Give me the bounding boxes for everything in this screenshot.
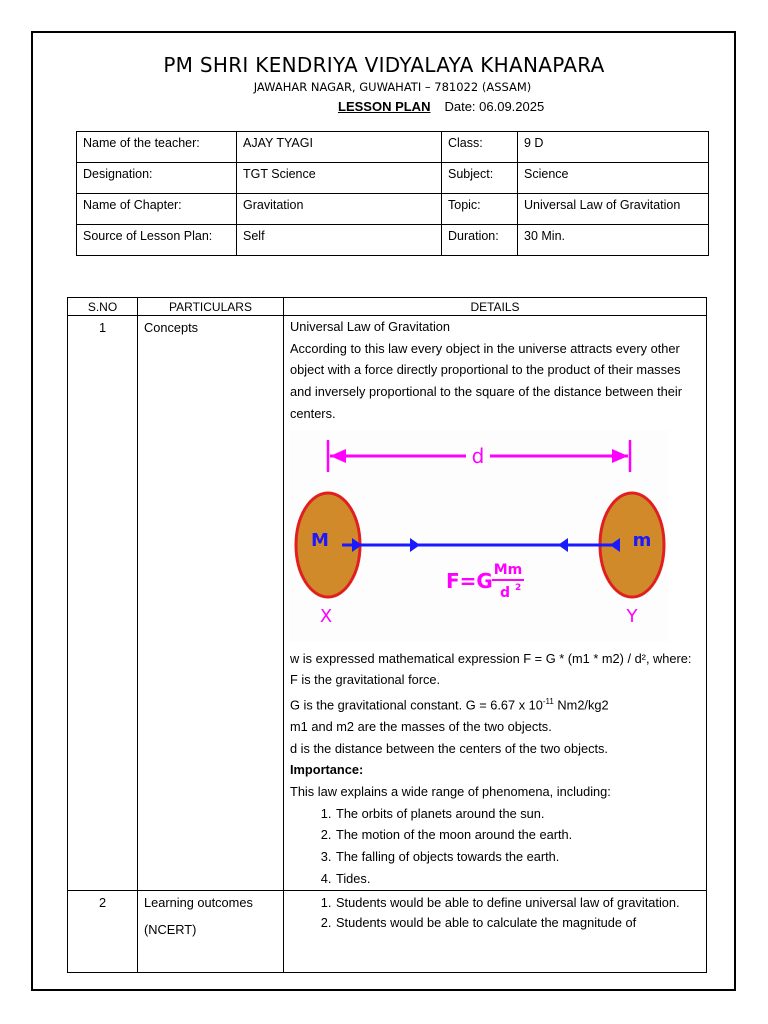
mass-label-m2: m: [632, 529, 652, 551]
d-definition: d is the distance between the centers of the two objects.: [290, 740, 608, 756]
importance-intro: This law explains a wide range of phenomena, including:: [290, 784, 611, 799]
info-value: 9 D: [518, 132, 709, 163]
concept-heading: Universal Law of Gravitation: [290, 319, 451, 334]
expression-line: w is expressed mathematical expression F = G * (m1 * m2) / d², where:: [290, 650, 692, 666]
formula-left: F=G: [446, 568, 493, 593]
row-details: [284, 316, 707, 891]
importance-heading: [290, 759, 700, 781]
body-label-y: Y: [626, 605, 638, 627]
sno-value: 1: [98, 320, 107, 335]
info-value: Science: [518, 163, 709, 194]
info-value: Gravitation: [237, 194, 442, 225]
body-label-x: X: [319, 605, 333, 627]
formula-numerator: Mm: [493, 561, 523, 578]
details-content: [284, 891, 706, 932]
list-item: 2. Students would be able to calculate the magnitude of: [335, 913, 700, 932]
gravitation-diagram: [290, 430, 668, 642]
info-key: Duration:: [442, 225, 518, 256]
header-particulars: PARTICULARS: [138, 298, 284, 316]
particular-value: Learning outcomes: [144, 894, 253, 910]
info-key: Subject:: [442, 163, 518, 194]
sno-value: 2: [98, 894, 107, 910]
row-particular: [138, 890, 284, 972]
lesson-plan-header: [338, 99, 544, 114]
header-sno: S.NO: [68, 298, 138, 316]
info-value: TGT Science: [237, 163, 442, 194]
g-units: Nm2/kg2: [553, 697, 609, 713]
info-key: Source of Lesson Plan:: [77, 225, 237, 256]
f-definition: F is the gravitational force.: [290, 672, 441, 688]
info-row: [77, 225, 709, 256]
list-item: 2. The motion of the moon around the earth.: [335, 824, 700, 846]
particular-note: (NCERT): [144, 922, 197, 938]
particular-value: Concepts: [144, 320, 199, 335]
lesson-plan-table: [67, 297, 707, 973]
list-item: 1. The orbits of planets around the sun.: [335, 803, 700, 825]
details-content: [284, 316, 706, 890]
list-item: 3. The falling of objects towards the earth.: [335, 846, 700, 868]
lesson-date: Date: 06.09.2025: [444, 99, 545, 114]
list-item: 1. Students would be able to define universal law of gravitation.: [335, 893, 700, 912]
info-value: Self: [237, 225, 442, 256]
outcomes-list: [290, 893, 700, 932]
g-text: G is the gravitational constant. G = 6.67 x 10: [290, 697, 543, 713]
info-key: Name of Chapter:: [77, 194, 237, 225]
row-sno: [68, 316, 138, 891]
table-row: [68, 316, 707, 891]
formula-denominator: d: [499, 584, 511, 601]
header-row: [68, 298, 707, 316]
info-key: Topic:: [442, 194, 518, 225]
formula-exponent: 2: [515, 582, 522, 593]
table-row: [68, 890, 707, 972]
info-key: Designation:: [77, 163, 237, 194]
importance-list: [290, 803, 700, 890]
info-key: Name of the teacher:: [77, 132, 237, 163]
header-details: DETAILS: [284, 298, 707, 316]
row-particular: [138, 316, 284, 891]
info-row: [77, 194, 709, 225]
law-definition: According to this law every object in the universe attracts every other object with a force directly proportional to the product of their masses and inversely proportional to the square of the distance between their centers.: [290, 340, 682, 421]
mass-label-m1: M: [311, 529, 329, 551]
lesson-plan-label: LESSON PLAN: [338, 99, 431, 114]
distance-label: d: [471, 443, 485, 468]
row-details: [284, 890, 707, 972]
row-sno: [68, 890, 138, 972]
m-definition: m1 and m2 are the masses of the two objects.: [290, 718, 552, 734]
info-row: [77, 132, 709, 163]
lesson-info-table: [76, 131, 709, 256]
school-name: PM SHRI KENDRIYA VIDYALAYA KHANAPARA: [163, 53, 605, 77]
info-row: [77, 163, 709, 194]
info-key: Class:: [442, 132, 518, 163]
info-value: AJAY TYAGI: [237, 132, 442, 163]
g-definition: [290, 691, 700, 716]
school-address: JAWAHAR NAGAR, GUWAHATI – 781022 (ASSAM): [253, 80, 532, 94]
info-value: Universal Law of Gravitation: [518, 194, 709, 225]
importance-label: Importance:: [290, 762, 364, 778]
info-value: 30 Min.: [518, 225, 709, 256]
g-exponent: -11: [542, 696, 554, 706]
list-item: 4. Tides.: [335, 868, 700, 890]
